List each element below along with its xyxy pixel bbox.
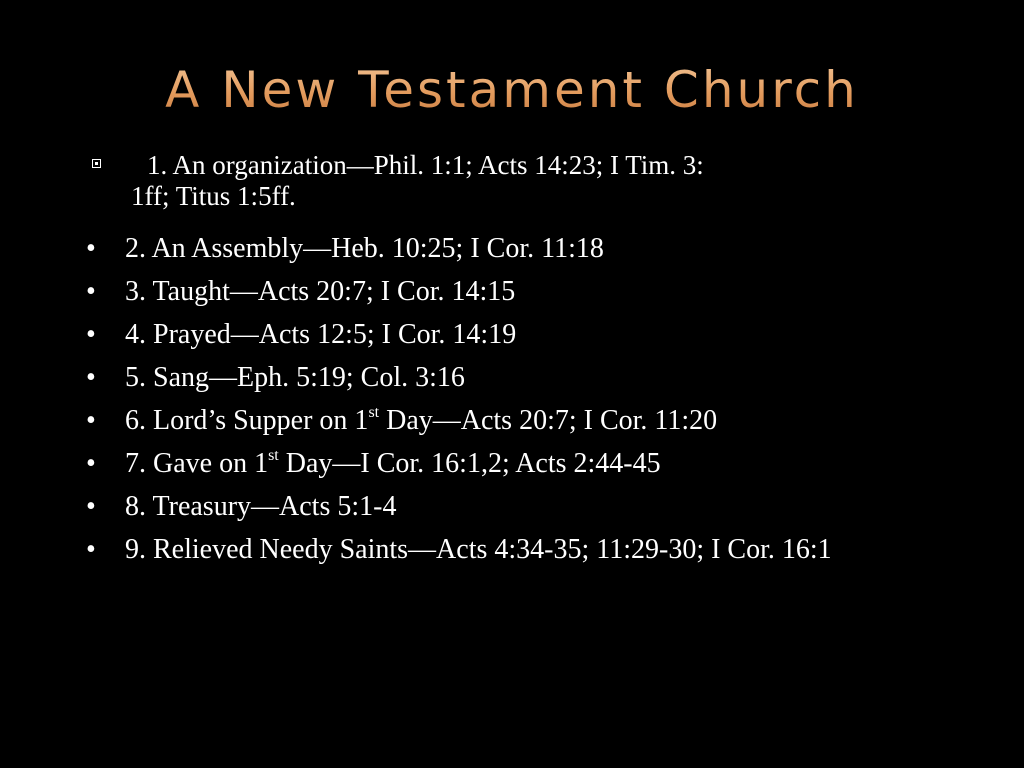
- bullet-dot-icon: •: [86, 491, 96, 522]
- first-point-line2: 1ff; Titus 1:5ff.: [131, 181, 296, 211]
- bullet-dot-icon: •: [86, 405, 96, 436]
- square-bullet-icon: [92, 159, 101, 168]
- list-item: [86, 531, 1016, 574]
- ordinal-suffix: st: [268, 446, 279, 464]
- bullet-dot-icon: •: [86, 276, 96, 307]
- list-item: [86, 359, 1016, 402]
- list-item: [86, 230, 1016, 273]
- list-item-text-after: Day—I Cor. 16:1,2; Acts 2:44-45: [278, 448, 661, 479]
- bullet-dot-icon: •: [86, 448, 96, 479]
- bullet-list: [86, 230, 1016, 574]
- bullet-dot-icon: •: [86, 319, 96, 350]
- list-item-text: 4. Prayed—Acts 12:5; I Cor. 14:19: [125, 319, 517, 350]
- list-item-text: [125, 402, 717, 440]
- list-item-text: 5. Sang—Eph. 5:19; Col. 3:16: [125, 362, 465, 393]
- list-item: [86, 488, 1016, 531]
- list-item-text: [125, 445, 661, 483]
- list-item-text-before: 7. Gave on 1: [125, 448, 269, 479]
- list-item: [86, 402, 1016, 445]
- ordinal-suffix: st: [368, 403, 380, 421]
- list-item: [86, 273, 1016, 316]
- list-item-text-after: Day—Acts 20:7; I Cor. 11:20: [379, 405, 718, 436]
- list-item-text: 9. Relieved Needy Saints—Acts 4:34-35; 11:29-30; I Cor. 16:1: [125, 534, 832, 565]
- first-point-text: [131, 150, 912, 212]
- list-item-text: 2. An Assembly—Heb. 10:25; I Cor. 11:18: [125, 233, 604, 264]
- first-point: [92, 150, 912, 212]
- list-item-text-before: 6. Lord’s Supper on 1: [125, 405, 369, 436]
- list-item-text: 3. Taught—Acts 20:7; I Cor. 14:15: [125, 276, 516, 307]
- list-item: [86, 445, 1016, 488]
- bullet-dot-icon: •: [86, 233, 96, 264]
- list-item: [86, 316, 1016, 359]
- slide-title: A New Testament Church: [0, 58, 1024, 122]
- first-point-line1: 1. An organization—Phil. 1:1; Acts 14:23; I Tim. 3:: [147, 150, 704, 180]
- bullet-dot-icon: •: [86, 534, 96, 565]
- list-item-text: 8. Treasury—Acts 5:1-4: [125, 491, 397, 522]
- bullet-dot-icon: •: [86, 362, 96, 393]
